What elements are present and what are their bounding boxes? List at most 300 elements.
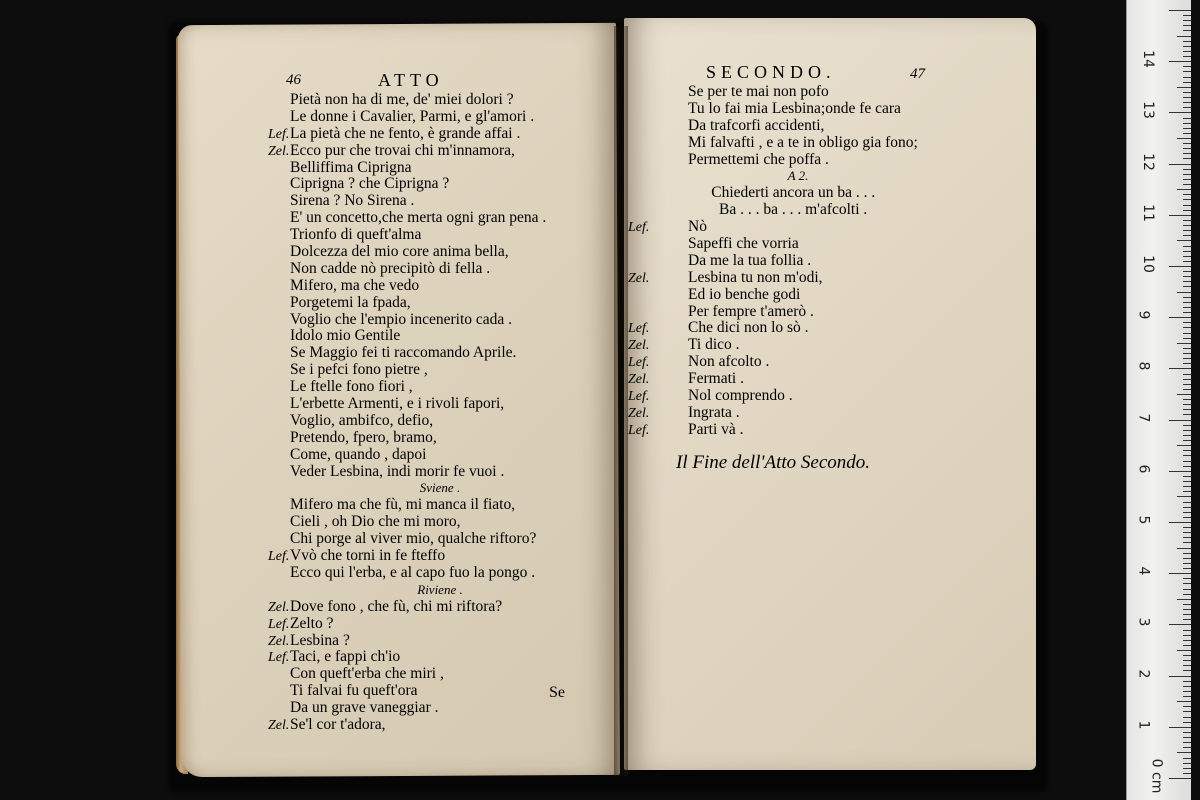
ruler-tick xyxy=(1177,87,1191,88)
ruler-tick xyxy=(1183,358,1191,359)
line-text: Ti dico . xyxy=(688,336,740,354)
verse-line xyxy=(290,430,590,447)
ruler-label: 9 xyxy=(1135,310,1152,320)
verse-line xyxy=(290,109,590,126)
line-text: Ecco qui l'erba, e al capo fuo la pongo . xyxy=(290,563,536,581)
ruler-tick xyxy=(1183,56,1191,57)
line-text: Vvò che torni in fe fteffo xyxy=(290,547,446,565)
verse-line xyxy=(290,700,590,717)
ruler-tick xyxy=(1183,92,1191,93)
line-text: Fermati . xyxy=(688,370,744,388)
ruler-tick xyxy=(1183,184,1191,185)
ruler-tick xyxy=(1183,553,1191,554)
verse-line xyxy=(268,141,590,160)
ruler-tick xyxy=(1183,307,1191,308)
verse-line xyxy=(628,353,948,371)
ruler-tick xyxy=(1183,77,1191,78)
verse-line xyxy=(290,531,590,548)
line-text: Che dici non lo sò . xyxy=(688,319,809,337)
verse-line xyxy=(688,118,948,135)
ruler-tick xyxy=(1183,133,1191,134)
line-text: E' un concetto,che merta ogni gran pena . xyxy=(290,209,547,227)
ruler-tick xyxy=(1183,297,1191,298)
ruler-tick xyxy=(1183,20,1191,21)
ruler-tick xyxy=(1183,384,1191,385)
stage-direction: A 2. xyxy=(787,168,809,184)
verse-line xyxy=(290,210,590,227)
ruler-tick xyxy=(1183,635,1191,636)
ruler-tick xyxy=(1183,660,1191,661)
ruler-tick xyxy=(1183,758,1191,759)
ruler-label: 7 xyxy=(1135,413,1152,423)
ruler-tick xyxy=(1183,246,1191,247)
line-text: Chiederti ancora un ba . . . xyxy=(688,184,876,202)
ruler-tick xyxy=(1183,251,1191,252)
verse-line xyxy=(290,565,590,582)
verse-line xyxy=(688,287,948,304)
ruler-tick xyxy=(1169,676,1191,677)
speaker-label: Lef. xyxy=(268,126,290,142)
line-text: Se Maggio fei ti raccomando Aprile. xyxy=(290,344,517,362)
speaker-label: Lef. xyxy=(628,389,650,405)
ruler-tick xyxy=(1169,10,1191,11)
verse-line xyxy=(628,387,948,405)
ruler-tick xyxy=(1183,594,1191,595)
ruler-label: 12 xyxy=(1139,152,1156,171)
ruler-tick xyxy=(1183,640,1191,641)
ruler-tick xyxy=(1183,517,1191,518)
line-text: Zelto ? xyxy=(290,614,334,632)
verse-line xyxy=(290,666,590,683)
ruler-tick xyxy=(1183,322,1191,323)
verse-line xyxy=(688,202,948,219)
verse-line xyxy=(290,193,590,210)
verse-line xyxy=(268,715,590,734)
ruler-tick xyxy=(1183,199,1191,200)
verse-line xyxy=(628,218,948,236)
ruler-tick xyxy=(1183,271,1191,272)
speaker-label: Lef. xyxy=(628,422,650,438)
ruler-tick xyxy=(1183,414,1191,415)
ruler-label: 2 xyxy=(1135,669,1152,679)
line-text: Se'l cor t'adora, xyxy=(290,715,386,733)
ruler-tick xyxy=(1183,670,1191,671)
verse-line xyxy=(290,278,590,295)
ruler-tick xyxy=(1183,568,1191,569)
ruler-tick xyxy=(1177,548,1191,549)
ruler-tick xyxy=(1183,645,1191,646)
ruler-tick xyxy=(1183,143,1191,144)
verse-line xyxy=(628,268,948,287)
verse-line xyxy=(628,370,948,388)
right-page-text xyxy=(628,83,948,439)
ruler-tick xyxy=(1183,722,1191,723)
speaker-label: Zel. xyxy=(628,338,650,354)
ruler-tick xyxy=(1177,189,1191,190)
verse-line xyxy=(290,227,590,244)
ruler-tick xyxy=(1183,261,1191,262)
verse-line xyxy=(688,101,948,118)
line-text: Parti và . xyxy=(688,420,744,438)
line-text: La pietà che ne fento, è grande affai . xyxy=(290,124,521,142)
ruler-label: 0 cm xyxy=(1148,758,1165,794)
verse-line xyxy=(290,447,590,464)
ruler-tick xyxy=(1183,235,1191,236)
ruler-tick xyxy=(1183,691,1191,692)
ruler-tick xyxy=(1183,589,1191,590)
ruler-tick xyxy=(1183,763,1191,764)
left-page-number: 46 xyxy=(286,72,301,88)
ruler-tick xyxy=(1183,507,1191,508)
ruler-tick xyxy=(1183,118,1191,119)
speaker-label: Zel. xyxy=(268,633,290,649)
ruler-tick xyxy=(1169,778,1191,779)
ruler-label: 1 xyxy=(1135,720,1152,730)
ruler-tick xyxy=(1169,61,1191,62)
ruler-tick xyxy=(1183,148,1191,149)
measurement-ruler xyxy=(1126,0,1191,800)
ruler-label: 11 xyxy=(1139,203,1156,222)
speaker-label: Zel. xyxy=(268,599,290,615)
ruler-tick xyxy=(1183,333,1191,334)
ruler-tick xyxy=(1183,276,1191,277)
line-text: Idolo mio Gentile xyxy=(290,327,401,345)
line-text: Come, quando , dapoi xyxy=(290,445,427,463)
ruler-tick xyxy=(1183,389,1191,390)
verse-line xyxy=(688,84,948,101)
ruler-tick xyxy=(1183,102,1191,103)
line-text: Lesbina ? xyxy=(290,631,350,649)
line-text: Le donne i Cavalier, Parmi, e gl'amori . xyxy=(290,107,535,125)
ruler-tick xyxy=(1183,558,1191,559)
ruler-tick xyxy=(1183,174,1191,175)
ruler-tick xyxy=(1183,630,1191,631)
ruler-tick xyxy=(1183,374,1191,375)
line-text: L'erbette Armenti, e i rivoli fapori, xyxy=(290,395,505,413)
ruler-label: 6 xyxy=(1135,464,1152,474)
verse-line xyxy=(268,614,590,633)
line-text: Se i pefci fono pietre , xyxy=(290,361,428,379)
line-text: Pretendo, fpero, bramo, xyxy=(290,428,437,446)
ruler-tick xyxy=(1183,537,1191,538)
ruler-tick xyxy=(1183,768,1191,769)
ruler-tick xyxy=(1183,107,1191,108)
ruler-tick xyxy=(1183,286,1191,287)
verse-line xyxy=(290,92,590,109)
ruler-tick xyxy=(1183,41,1191,42)
verse-line xyxy=(628,336,948,354)
ruler-tick xyxy=(1177,599,1191,600)
ruler-tick xyxy=(1183,747,1191,748)
ruler-tick xyxy=(1169,420,1191,421)
ruler-tick xyxy=(1183,30,1191,31)
ruler-tick xyxy=(1183,461,1191,462)
left-page-text xyxy=(268,91,590,734)
ruler-tick xyxy=(1183,230,1191,231)
speaker-label: Lef. xyxy=(268,650,290,666)
right-page-number: 47 xyxy=(910,66,925,82)
line-text: Cieli , oh Dio che mi moro, xyxy=(290,513,461,531)
ruler-tick xyxy=(1183,123,1191,124)
ruler-tick xyxy=(1183,717,1191,718)
ruler-tick xyxy=(1183,440,1191,441)
line-text: Veder Lesbina, indi morir fe vuoi . xyxy=(290,462,505,480)
verse-line xyxy=(688,304,948,321)
verse-line xyxy=(688,152,948,169)
line-text: Lesbina tu non m'odi, xyxy=(688,268,823,286)
verse-line xyxy=(290,683,590,700)
verse-line xyxy=(290,345,590,362)
line-text: Con queft'erba che miri , xyxy=(290,665,444,683)
ruler-tick xyxy=(1177,701,1191,702)
line-text: Trionfo di queft'alma xyxy=(290,226,422,244)
verse-line xyxy=(290,497,590,514)
line-text: Permettemi che poffa . xyxy=(688,150,829,168)
speaker-label: Lef. xyxy=(628,220,650,236)
ruler-tick xyxy=(1183,327,1191,328)
ruler-tick xyxy=(1183,542,1191,543)
ruler-tick xyxy=(1183,97,1191,98)
line-text: Ingrata . xyxy=(688,403,740,421)
ruler-tick xyxy=(1183,486,1191,487)
ruler-tick xyxy=(1183,604,1191,605)
speaker-label: Zel. xyxy=(268,143,290,159)
line-text: Sirena ? No Sirena . xyxy=(290,192,415,210)
ruler-tick xyxy=(1169,112,1191,113)
ruler-tick xyxy=(1177,138,1191,139)
ruler-tick xyxy=(1183,353,1191,354)
line-text: Ecco pur che trovai chi m'innamora, xyxy=(290,141,515,159)
line-text: Non afcolto . xyxy=(688,353,770,371)
ruler-tick xyxy=(1177,292,1191,293)
verse-line xyxy=(290,261,590,278)
line-text: Nò xyxy=(688,218,707,236)
line-text: Da trafcorfi accidenti, xyxy=(688,116,825,134)
line-text: Mifero, ma che vedo xyxy=(290,276,420,294)
ruler-label: 13 xyxy=(1139,101,1156,120)
ruler-tick xyxy=(1183,51,1191,52)
ruler-label: 14 xyxy=(1139,50,1156,69)
verse-line xyxy=(688,135,948,152)
ruler-tick xyxy=(1169,317,1191,318)
verse-line xyxy=(628,420,948,439)
line-text: Ciprigna ? che Ciprigna ? xyxy=(290,175,450,193)
ruler-tick xyxy=(1183,399,1191,400)
ruler-tick xyxy=(1183,502,1191,503)
ruler-tick xyxy=(1183,312,1191,313)
line-text: Ti falvai fu queft'ora xyxy=(290,682,418,700)
ruler-tick xyxy=(1183,563,1191,564)
ruler-tick xyxy=(1177,650,1191,651)
verse-line xyxy=(290,514,590,531)
ruler-tick xyxy=(1183,681,1191,682)
ruler-tick xyxy=(1169,522,1191,523)
line-text: Da un grave vaneggiar . xyxy=(290,699,439,717)
line-text: Non cadde nò precipitò di fella . xyxy=(290,259,491,277)
ruler-tick xyxy=(1177,240,1191,241)
line-text: Ba . . . ba . . . m'afcolti . xyxy=(688,201,868,219)
act-end-title: Il Fine dell'Atto Secondo. xyxy=(676,452,871,473)
line-text: Dove fono , che fù, chi mi riftora? xyxy=(290,597,503,615)
ruler-tick xyxy=(1183,512,1191,513)
ruler-tick xyxy=(1183,619,1191,620)
verse-line xyxy=(290,244,590,261)
ruler-tick xyxy=(1183,205,1191,206)
line-text: Porgetemi la fpada, xyxy=(290,293,411,311)
ruler-tick xyxy=(1169,164,1191,165)
ruler-tick xyxy=(1183,609,1191,610)
ruler-tick xyxy=(1183,363,1191,364)
ruler-label: 5 xyxy=(1135,515,1152,525)
ruler-tick xyxy=(1183,711,1191,712)
ruler-tick xyxy=(1183,737,1191,738)
ruler-tick xyxy=(1183,732,1191,733)
ruler-tick xyxy=(1183,338,1191,339)
ruler-tick xyxy=(1169,471,1191,472)
ruler-label: 4 xyxy=(1135,566,1152,576)
ruler-label: 10 xyxy=(1139,255,1156,273)
ruler-tick xyxy=(1169,624,1191,625)
ruler-tick xyxy=(1183,169,1191,170)
ruler-tick xyxy=(1183,742,1191,743)
stage-direction: Sviene . xyxy=(419,480,461,496)
line-text: Nol comprendo . xyxy=(688,387,793,405)
line-text: Sapeffi che vorria xyxy=(688,235,799,253)
ruler-tick xyxy=(1183,466,1191,467)
ruler-tick xyxy=(1183,256,1191,257)
ruler-tick xyxy=(1183,655,1191,656)
verse-line xyxy=(290,176,590,193)
ruler-tick xyxy=(1183,409,1191,410)
line-text: Chi porge al viver mio, qualche riftoro? xyxy=(290,530,537,548)
ruler-label: 3 xyxy=(1135,617,1152,627)
stage-direction: Riviene . xyxy=(417,581,463,597)
ruler-tick xyxy=(1183,379,1191,380)
line-text: Voglio, ambifco, defio, xyxy=(290,411,434,429)
ruler-tick xyxy=(1183,773,1191,774)
ruler-tick xyxy=(1177,445,1191,446)
verse-line xyxy=(268,648,590,666)
book-gutter xyxy=(614,26,628,776)
line-text: Dolcezza del mio core anima bella, xyxy=(290,243,509,261)
ruler-tick xyxy=(1183,158,1191,159)
verse-line xyxy=(268,631,590,650)
ruler-tick xyxy=(1183,220,1191,221)
ruler-tick xyxy=(1183,15,1191,16)
line-text: Tu lo fai mia Lesbina;onde fe cara xyxy=(688,99,901,117)
ruler-tick xyxy=(1183,153,1191,154)
verse-line xyxy=(290,328,590,345)
speaker-label: Lef. xyxy=(628,355,650,371)
ruler-tick xyxy=(1183,614,1191,615)
ruler-tick xyxy=(1183,82,1191,83)
ruler-tick xyxy=(1183,430,1191,431)
ruler-tick xyxy=(1183,194,1191,195)
verse-line xyxy=(290,413,590,430)
ruler-tick xyxy=(1183,665,1191,666)
verse-line xyxy=(290,362,590,379)
ruler-tick xyxy=(1183,527,1191,528)
ruler-tick xyxy=(1183,302,1191,303)
ruler-tick xyxy=(1183,281,1191,282)
ruler-tick xyxy=(1183,491,1191,492)
ruler-tick xyxy=(1183,25,1191,26)
ruler-tick xyxy=(1177,752,1191,753)
line-text: Per fempre t'amerò . xyxy=(688,302,814,320)
ruler-tick xyxy=(1183,128,1191,129)
ruler-tick xyxy=(1183,686,1191,687)
line-text: Voglio che l'empio incenerito cada . xyxy=(290,310,513,328)
ruler-tick xyxy=(1169,215,1191,216)
speaker-label: Lef. xyxy=(628,321,650,337)
verse-line xyxy=(290,464,590,481)
ruler-tick xyxy=(1177,496,1191,497)
speaker-label: Lef. xyxy=(268,549,290,565)
left-running-head: ATTO xyxy=(378,70,444,90)
line-text: Le ftelle fono fiori , xyxy=(290,378,413,396)
ruler-tick xyxy=(1183,225,1191,226)
ruler-tick xyxy=(1169,368,1191,369)
line-text: Se per te mai non pofo xyxy=(688,83,829,100)
ruler-tick xyxy=(1183,404,1191,405)
verse-line xyxy=(688,236,948,253)
ruler-tick xyxy=(1183,210,1191,211)
ruler-tick xyxy=(1183,455,1191,456)
ruler-tick xyxy=(1183,425,1191,426)
ruler-tick xyxy=(1183,66,1191,67)
speaker-label: Zel. xyxy=(268,717,290,733)
ruler-tick xyxy=(1169,266,1191,267)
ruler-tick xyxy=(1183,435,1191,436)
line-text: Mi falvafti , e a te in obligo gia fono; xyxy=(688,133,918,151)
ruler-tick xyxy=(1183,71,1191,72)
verse-line xyxy=(290,379,590,396)
verse-line xyxy=(268,124,590,143)
ruler-tick xyxy=(1183,578,1191,579)
speaker-label: Zel. xyxy=(628,405,650,421)
line-text: Mifero ma che fù, mi manca il fiato, xyxy=(290,496,516,514)
ruler-tick xyxy=(1169,573,1191,574)
line-text: Taci, e fappi ch'io xyxy=(290,648,401,666)
ruler-tick xyxy=(1177,394,1191,395)
ruler-label: 8 xyxy=(1135,361,1152,371)
line-text: Ed io benche godi xyxy=(688,285,801,303)
ruler-tick xyxy=(1183,348,1191,349)
verse-line xyxy=(290,312,590,329)
ruler-tick xyxy=(1183,706,1191,707)
verse-line xyxy=(268,547,590,565)
speaker-label: Zel. xyxy=(628,270,650,286)
ruler-tick xyxy=(1183,696,1191,697)
speaker-label: Zel. xyxy=(628,372,650,388)
ruler-tick xyxy=(1183,532,1191,533)
speaker-label: Lef. xyxy=(268,616,290,632)
line-text: Da me la tua follia . xyxy=(688,251,812,269)
ruler-tick xyxy=(1177,343,1191,344)
verse-line xyxy=(688,253,948,270)
ruler-tick xyxy=(1177,36,1191,37)
ruler-tick xyxy=(1183,46,1191,47)
verse-line xyxy=(268,597,590,616)
verse-line xyxy=(290,160,590,177)
verse-line xyxy=(628,403,948,422)
ruler-tick xyxy=(1169,727,1191,728)
verse-line xyxy=(688,185,948,202)
ruler-tick xyxy=(1183,481,1191,482)
catchword: Se xyxy=(549,684,565,701)
ruler-tick xyxy=(1183,583,1191,584)
line-text: Pietà non ha di me, de' miei dolori ? xyxy=(290,91,514,108)
